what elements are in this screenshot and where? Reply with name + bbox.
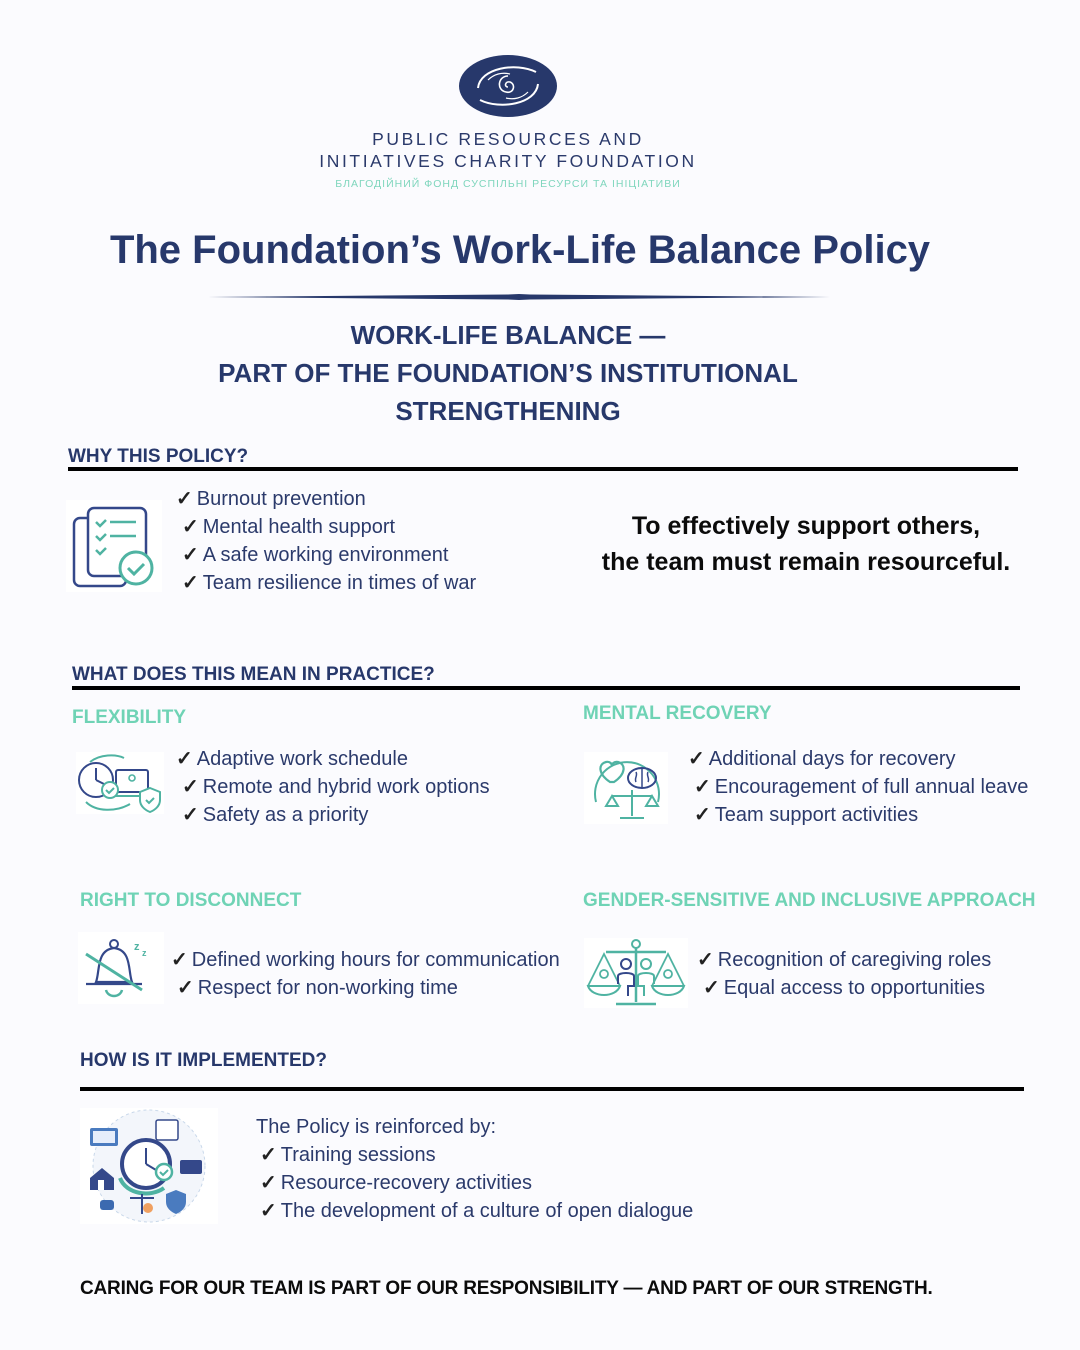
page-title: The Foundation’s Work-Life Balance Policy [109,228,931,272]
implementation-heading: HOW IS IT IMPLEMENTED? [80,1050,327,1071]
check-icon: ✓ [694,804,711,826]
why-list [176,485,476,597]
check-icon: ✓ [260,1200,277,1222]
check-icon: ✓ [176,748,193,770]
quote [580,508,1032,580]
footer-slogan: CARING FOR OUR TEAM IS PART OF OUR RESPONSIBILITY — AND PART OF OUR STRENGTH. [80,1278,933,1299]
svg-text:z: z [142,948,147,958]
gender-inclusive-title: GENDER-SENSITIVE AND INCLUSIVE APPROACH [583,890,1036,911]
list-item: ✓ Adaptive work schedule [176,748,408,770]
check-icon: ✓ [688,748,705,770]
why-heading: WHY THIS POLICY? [68,446,249,467]
check-icon: ✓ [260,1144,277,1166]
check-icon: ✓ [171,949,188,971]
quote-line: the team must remain resourceful. [601,548,1011,576]
right-to-disconnect-list [171,946,560,1002]
list-item: ✓ Training sessions [260,1144,436,1166]
check-icon: ✓ [182,516,199,538]
why-rule [68,467,1018,471]
list-item: ✓ The development of a culture of open dialogue [260,1200,694,1222]
list-item: ✓ Recognition of caregiving roles [697,949,992,971]
title-divider [208,294,830,300]
foundation-logo-icon [458,54,558,118]
check-icon: ✓ [182,804,199,826]
check-icon: ✓ [260,1172,277,1194]
heart-brain-scales-icon [584,752,668,824]
list-item: ✓ Additional days for recovery [688,748,956,770]
org-name-ukrainian: БЛАГОДІЙНИЙ ФОНД СУСПІЛЬНІ РЕСУРСИ ТА ІНІЦІАТИВИ [335,178,681,190]
practice-heading: WHAT DOES THIS MEAN IN PRACTICE? [72,664,435,685]
flexibility-title: FLEXIBILITY [72,707,186,728]
check-icon: ✓ [177,977,194,999]
check-icon: ✓ [182,544,199,566]
list-item: ✓ Resource-recovery activities [260,1172,532,1194]
work-life-illustration-icon [80,1108,218,1224]
gender-inclusive-list [697,946,991,1002]
org-name-line1: PUBLIC RESOURCES AND [372,129,644,149]
implementation-rule [80,1087,1024,1091]
list-item: ✓ Defined working hours for communication [171,949,560,971]
subtitle-line: WORK-LIFE BALANCE — [350,320,666,350]
implementation-intro: The Policy is reinforced by: [256,1116,497,1138]
flexibility-list [176,745,490,829]
list-item: ✓ Equal access to opportunities [703,977,986,999]
check-icon: ✓ [182,776,199,798]
practice-rule [72,686,1020,690]
list-item: ✓ Safety as a priority [182,804,369,826]
check-icon: ✓ [176,488,193,510]
implementation-list [260,1141,693,1225]
org-name-line2: INITIATIVES CHARITY FOUNDATION [319,151,697,171]
muted-bell-icon [78,932,164,1004]
list-item: ✓ Team support activities [694,804,919,826]
list-item: ✓ Respect for non-working time [177,977,458,999]
check-icon: ✓ [697,949,714,971]
quote-line: To effectively support others, [631,512,981,540]
mental-recovery-title: MENTAL RECOVERY [583,703,772,724]
mental-recovery-list [688,745,1028,829]
svg-text:z: z [134,941,140,953]
check-icon: ✓ [703,977,720,999]
list-item: ✓ Team resilience in times of war [182,572,477,594]
scales-people-icon [584,938,688,1008]
check-icon: ✓ [182,572,199,594]
checklist-icon [66,500,162,592]
list-item: ✓ A safe working environment [182,544,449,566]
check-icon: ✓ [694,776,711,798]
subtitle-line: STRENGTHENING [395,396,621,426]
subtitle-line: PART OF THE FOUNDATION’S INSTITUTIONAL [218,358,798,388]
right-to-disconnect-title: RIGHT TO DISCONNECT [80,890,302,911]
list-item: ✓ Mental health support [182,516,396,538]
list-item: ✓ Burnout prevention [176,488,366,510]
subtitle [0,316,1016,430]
list-item: ✓ Encouragement of full annual leave [694,776,1029,798]
clock-laptop-shield-icon [76,752,164,814]
list-item: ✓ Remote and hybrid work options [182,776,490,798]
